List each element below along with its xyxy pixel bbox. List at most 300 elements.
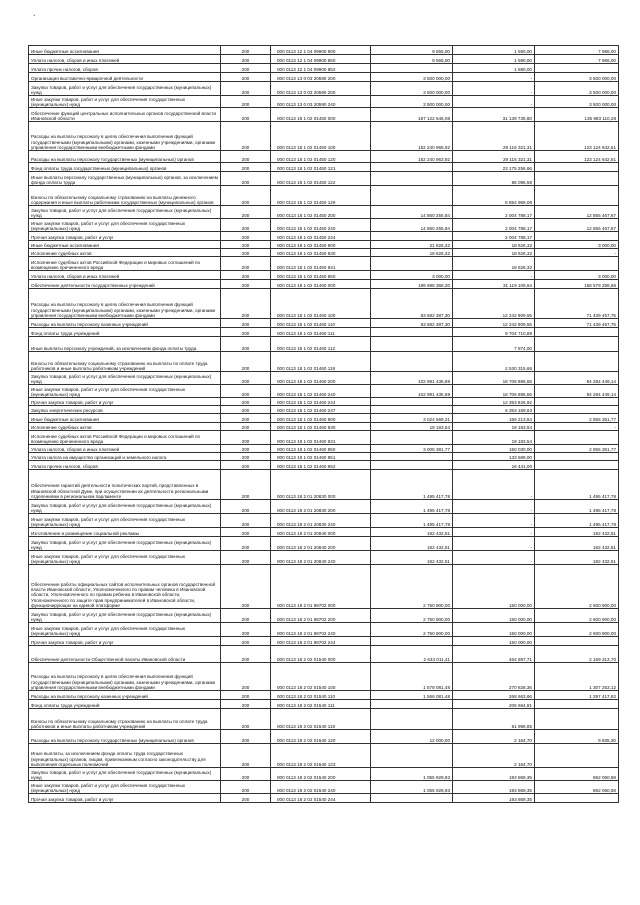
row-kbk: 000 0113 18 2 02 01540 100 <box>271 663 371 691</box>
row-unexecuted: - <box>535 249 619 257</box>
row-code: 200 <box>221 46 271 55</box>
table-row <box>29 96 619 108</box>
row-approved: 152 240 963,92 <box>371 151 453 163</box>
row-approved: 1 495 417,78 <box>371 500 453 514</box>
table-row <box>29 46 619 55</box>
row-unexecuted: 3 000,00 <box>535 241 619 249</box>
row-code: 200 <box>221 163 271 172</box>
table-row <box>29 82 619 96</box>
row-approved: 1 495 417,78 <box>371 470 453 500</box>
row-name: Расходы на выплаты персоналу в целях обеспечения выполнения функций государственными (муниципальными) органами, казенными учреждениями, органами управления государственными внебюджетными фондами <box>29 289 221 319</box>
row-unexecuted <box>535 352 619 372</box>
row-unexecuted <box>535 406 619 414</box>
row-name: Фонд оплаты труда государственных (муниципальных) органов <box>29 163 221 172</box>
table-row <box>29 414 619 423</box>
row-approved <box>371 328 453 337</box>
row-approved <box>371 64 453 73</box>
row-name: Уплата налога на имущество организаций и земельного налога <box>29 453 221 461</box>
row-name: Уплата налогов, сборов и иных платежей <box>29 271 221 280</box>
row-kbk: 000 0113 18 1 02 01450 121 <box>271 163 371 172</box>
table-row <box>29 445 619 453</box>
row-unexecuted: 7 965,00 <box>535 55 619 64</box>
row-name: Иные закупки товаров, работ и услуг для обеспечения государственных (муниципальных) нужд <box>29 385 221 398</box>
row-approved: 3 500 000,00 <box>371 73 453 82</box>
row-kbk: 000 0113 12 1 04 09900 850 <box>271 55 371 64</box>
row-name: Закупка энергетических ресурсов <box>29 406 221 414</box>
row-unexecuted: 12 855 467,67 <box>535 206 619 219</box>
row-executed: 61 998,85 <box>453 709 535 730</box>
row-kbk: 000 0113 18 2 02 01540 120 <box>271 730 371 744</box>
row-name: Иные закупки товаров, работ и услуг для обеспечения государственных (муниципальных) нужд <box>29 96 221 108</box>
row-name: Обеспечение функций центральных исполнительных органов государственной власти Ивановской области <box>29 108 221 122</box>
table-row <box>29 319 619 328</box>
row-unexecuted <box>535 257 619 271</box>
table-row <box>29 64 619 73</box>
row-executed: 193 869,35 <box>453 768 535 781</box>
row-code: 200 <box>221 232 271 241</box>
row-unexecuted: 1 307 253,12 <box>535 663 619 691</box>
row-unexecuted: 1 297 417,82 <box>535 691 619 700</box>
row-approved: 167 122 546,08 <box>371 108 453 122</box>
row-name: Закупка товаров, работ и услуг для обеспечения государственных (муниципальных) нужд <box>29 500 221 514</box>
row-kbk: 000 0113 12 1 04 09900 800 <box>271 46 371 55</box>
row-kbk: 000 0113 18 2 01 98702 240 <box>271 623 371 637</box>
row-kbk: 000 0113 18 1 02 01460 119 <box>271 352 371 372</box>
table-row <box>29 280 619 289</box>
row-name: Закупка товаров, работ и услуг для обеспечения государственных (муниципальных) нужд <box>29 206 221 219</box>
row-code: 200 <box>221 730 271 744</box>
row-kbk: 000 0113 18 1 02 01450 129 <box>271 186 371 206</box>
row-code: 200 <box>221 470 271 500</box>
row-executed: 29 116 321,31 <box>453 122 535 151</box>
row-kbk: 000 0113 18 1 02 01460 100 <box>271 289 371 319</box>
row-approved <box>371 794 453 803</box>
row-approved: 3 000,00 <box>371 271 453 280</box>
row-name: Уплата прочих налогов, сборов <box>29 461 221 470</box>
row-name: Закупка товаров, работ и услуг для обеспечения государственных (муниципальных) нужд <box>29 768 221 781</box>
row-name: Уплата прочих налогов, сборов <box>29 64 221 73</box>
row-code: 200 <box>221 453 271 461</box>
table-row <box>29 431 619 445</box>
row-unexecuted: 3 500 000,00 <box>535 82 619 96</box>
row-name: Закупка товаров, работ и услуг для обеспечения государственных (муниципальных) нужд <box>29 609 221 623</box>
row-code: 200 <box>221 257 271 271</box>
row-executed: 18 626,32 <box>453 257 535 271</box>
row-kbk: 000 0113 18 1 02 01450 122 <box>271 172 371 186</box>
row-name: Обеспечение деятельности государственных учреждений <box>29 280 221 289</box>
row-name: Расходы на выплаты персоналу в целях обеспечения выполнения функций государственными (муниципальными) органами, казенными учреждениями, органами управления государственными внебюджетными фондами <box>29 663 221 691</box>
row-kbk: 000 0113 18 1 02 01460 244 <box>271 398 371 406</box>
row-code: 200 <box>221 122 271 151</box>
row-code: 200 <box>221 623 271 637</box>
row-approved: 19 183,54 <box>371 423 453 431</box>
row-name: Иные закупки товаров, работ и услуг для обеспечения государственных (муниципальных) нужд <box>29 219 221 232</box>
row-unexecuted: 71 439 457,75 <box>535 319 619 328</box>
row-executed: - <box>453 73 535 82</box>
row-approved <box>371 709 453 730</box>
table-row <box>29 565 619 609</box>
table-row <box>29 794 619 803</box>
row-approved: 1 578 081,48 <box>371 663 453 691</box>
row-executed: - <box>453 537 535 551</box>
row-executed: 19 183,54 <box>453 423 535 431</box>
row-code: 200 <box>221 289 271 319</box>
row-executed: 464 697,71 <box>453 646 535 663</box>
table-row <box>29 551 619 565</box>
row-approved: 14 860 255,84 <box>371 219 453 232</box>
row-kbk: 000 0113 18 2 02 01540 000 <box>271 646 371 663</box>
row-executed: 9 704 710,89 <box>453 328 535 337</box>
table-row <box>29 663 619 691</box>
row-approved <box>371 637 453 646</box>
row-kbk: 000 0113 18 2 01 20840 200 <box>271 537 371 551</box>
row-name: Исполнение судебных актов Российской Федерации и мировых соглашений по возмещению причиненного вреда <box>29 257 221 271</box>
row-unexecuted <box>535 398 619 406</box>
table-row <box>29 470 619 500</box>
table-row <box>29 537 619 551</box>
row-code: 200 <box>221 406 271 414</box>
row-name: Иные бюджетные ассигнования <box>29 414 221 423</box>
row-unexecuted: 158 579 258,66 <box>535 280 619 289</box>
row-name: Иные выплаты персоналу государственных (муниципальных) органов, за исключением фонда оплаты труда <box>29 172 221 186</box>
row-name: Иные выплаты персоналу учреждений, за исключением фонда оплаты труда <box>29 337 221 352</box>
row-unexecuted: 71 439 457,75 <box>535 289 619 319</box>
row-approved: 21 626,32 <box>371 241 453 249</box>
table-row <box>29 768 619 781</box>
row-approved: 2 750 900,00 <box>371 609 453 623</box>
row-kbk: 000 0113 18 2 01 20830 200 <box>271 500 371 514</box>
row-code: 200 <box>221 709 271 730</box>
row-unexecuted: 135 983 110,28 <box>535 108 619 122</box>
row-unexecuted <box>535 163 619 172</box>
row-approved <box>371 744 453 768</box>
corner-mark: ` <box>33 14 36 23</box>
row-executed: 18 626,32 <box>453 249 535 257</box>
row-name: Обеспечение гарантий деятельности политических партий, представленных в Ивановской областной Думе, при осуществлении их деятельности региональными отделениями в региональном парламенте <box>29 470 221 500</box>
row-executed: - <box>453 500 535 514</box>
row-unexecuted: 182 432,61 <box>535 537 619 551</box>
row-kbk: 000 0113 18 1 02 01450 800 <box>271 241 371 249</box>
table-row <box>29 241 619 249</box>
row-name: Исполнение судебных актов <box>29 423 221 431</box>
row-kbk: 000 0113 18 1 02 01450 000 <box>271 108 371 122</box>
table-row <box>29 646 619 663</box>
row-kbk: 000 0113 18 1 02 01450 100 <box>271 122 371 151</box>
row-code: 200 <box>221 514 271 528</box>
row-approved: 12 000,00 <box>371 730 453 744</box>
row-approved <box>371 431 453 445</box>
row-name: Исполнение судебных актов <box>29 249 221 257</box>
row-name: Исполнение судебных актов Российской Федерации и мировых соглашений по возмещению причиненного вреда <box>29 431 221 445</box>
row-name: Изготовление и размещение социальной рекламы <box>29 528 221 537</box>
row-approved: 14 860 255,84 <box>371 206 453 219</box>
row-executed: 193 869,35 <box>453 781 535 794</box>
row-code: 200 <box>221 82 271 96</box>
row-executed: 2 164,70 <box>453 730 535 744</box>
row-unexecuted: 2 600 900,00 <box>535 623 619 637</box>
row-code: 200 <box>221 372 271 385</box>
row-executed: 150 030,00 <box>453 445 535 453</box>
row-executed: 2 004 788,17 <box>453 219 535 232</box>
row-code: 200 <box>221 64 271 73</box>
row-code: 200 <box>221 108 271 122</box>
row-approved: 189 698 368,30 <box>371 280 453 289</box>
row-unexecuted: - <box>535 423 619 431</box>
row-name: Прочая закупка товаров, работ и услуг <box>29 398 221 406</box>
table-row <box>29 163 619 172</box>
row-executed: 1 590,00 <box>453 64 535 73</box>
row-unexecuted <box>535 337 619 352</box>
row-kbk: 000 0113 18 2 02 01540 111 <box>271 700 371 709</box>
row-name: Взносы по обязательному социальному страхованию на выплаты по оплате труда работников и иные выплаты работникам учреждений <box>29 709 221 730</box>
row-approved: 3 500 000,00 <box>371 96 453 108</box>
row-executed: 12 353 826,92 <box>453 398 535 406</box>
row-unexecuted <box>535 461 619 470</box>
table-row <box>29 623 619 637</box>
row-code: 200 <box>221 637 271 646</box>
row-executed: 31 119 109,64 <box>453 280 535 289</box>
table-row <box>29 108 619 122</box>
row-code: 200 <box>221 646 271 663</box>
row-executed: - <box>453 528 535 537</box>
row-kbk: 000 0113 18 2 01 20840 000 <box>271 528 371 537</box>
row-name: Уплата налогов, сборов и иных платежей <box>29 445 221 453</box>
row-kbk: 000 0113 13 0 03 20590 200 <box>271 82 371 96</box>
row-unexecuted: 2 600 900,00 <box>535 609 619 623</box>
table-row <box>29 55 619 64</box>
row-name: Иные закупки товаров, работ и услуг для обеспечения государственных (муниципальных) нужд <box>29 514 221 528</box>
row-unexecuted: 3 000,00 <box>535 271 619 280</box>
table-row <box>29 709 619 730</box>
table-row <box>29 289 619 319</box>
row-unexecuted <box>535 637 619 646</box>
table-row <box>29 206 619 219</box>
row-approved: 3 024 569,31 <box>371 414 453 423</box>
row-unexecuted: 1 495 417,78 <box>535 500 619 514</box>
row-code: 200 <box>221 280 271 289</box>
row-kbk: 000 0113 12 1 04 09900 852 <box>271 64 371 73</box>
row-name: Организация выставочно-ярмарочной деятельности <box>29 73 221 82</box>
row-kbk: 000 0113 18 1 02 01450 240 <box>271 219 371 232</box>
row-kbk: 000 0113 18 1 02 01450 831 <box>271 257 371 271</box>
table-row <box>29 730 619 744</box>
row-approved <box>371 172 453 186</box>
table-row <box>29 249 619 257</box>
row-executed: - <box>453 514 535 528</box>
row-kbk: 000 0113 18 1 02 01460 000 <box>271 280 371 289</box>
row-executed: 150 000,00 <box>453 623 535 637</box>
table-row <box>29 122 619 151</box>
row-code: 200 <box>221 794 271 803</box>
row-kbk: 000 0113 13 0 03 20590 240 <box>271 96 371 108</box>
row-code: 200 <box>221 663 271 691</box>
table-row <box>29 453 619 461</box>
table-row <box>29 337 619 352</box>
row-unexecuted <box>535 431 619 445</box>
row-unexecuted <box>535 744 619 768</box>
row-kbk: 000 0113 18 1 02 01450 850 <box>271 271 371 280</box>
row-executed: 193 869,35 <box>453 794 535 803</box>
row-code: 200 <box>221 241 271 249</box>
row-kbk: 000 0113 18 2 01 98702 000 <box>271 565 371 609</box>
row-code: 200 <box>221 691 271 700</box>
row-name: Иные бюджетные ассигнования <box>29 46 221 55</box>
row-approved: 2 750 900,00 <box>371 565 453 609</box>
row-approved <box>371 352 453 372</box>
table-row <box>29 172 619 186</box>
row-executed: 150 000,00 <box>453 565 535 609</box>
row-executed: 268 663,66 <box>453 691 535 700</box>
row-approved: 102 991 435,69 <box>371 372 453 385</box>
row-approved: 9 555,00 <box>371 55 453 64</box>
row-approved: 2 750 900,00 <box>371 623 453 637</box>
row-code: 200 <box>221 398 271 406</box>
row-code: 200 <box>221 461 271 470</box>
row-approved <box>371 186 453 206</box>
row-unexecuted <box>535 709 619 730</box>
row-code: 200 <box>221 206 271 219</box>
row-approved <box>371 232 453 241</box>
row-kbk: 000 0113 18 1 02 01460 200 <box>271 372 371 385</box>
row-approved: 9 555,00 <box>371 46 453 55</box>
row-unexecuted: 2 855 351,77 <box>535 445 619 453</box>
row-approved: 83 682 387,30 <box>371 289 453 319</box>
row-approved: 182 432,61 <box>371 528 453 537</box>
row-code: 200 <box>221 328 271 337</box>
row-approved <box>371 453 453 461</box>
row-name: Расходы на выплаты персоналу в целях обеспечения выполнения функций государственными (муниципальными) органами, казенными учреждениями, органами управления государственными внебюджетными фондами <box>29 122 221 151</box>
row-approved: 102 991 435,69 <box>371 385 453 398</box>
row-kbk: 000 0113 18 1 02 01460 800 <box>271 414 371 423</box>
row-unexecuted: 2 169 313,70 <box>535 646 619 663</box>
row-code: 200 <box>221 551 271 565</box>
row-code: 200 <box>221 768 271 781</box>
row-name: Расходы на выплаты персоналу государственных (муниципальных) органов <box>29 730 221 744</box>
table-row <box>29 700 619 709</box>
row-kbk: 000 0113 18 1 02 01460 247 <box>271 406 371 414</box>
row-executed: - <box>453 551 535 565</box>
row-name: Прочая закупка товаров, работ и услуг <box>29 232 221 241</box>
row-unexecuted: 9 835,30 <box>535 730 619 744</box>
row-unexecuted: 2 600 900,00 <box>535 565 619 609</box>
row-executed: 206 664,81 <box>453 700 535 709</box>
row-name: Прочая закупка товаров, работ и услуг <box>29 637 221 646</box>
row-approved: 1 055 929,93 <box>371 768 453 781</box>
row-executed: 2 004 788,17 <box>453 232 535 241</box>
row-kbk: 000 0113 18 1 02 01460 110 <box>271 319 371 328</box>
row-executed: 150 000,00 <box>453 609 535 623</box>
row-code: 200 <box>221 73 271 82</box>
row-code: 200 <box>221 565 271 609</box>
row-approved: 3 500 000,00 <box>371 82 453 96</box>
row-kbk: 000 0113 18 2 02 01540 119 <box>271 709 371 730</box>
row-unexecuted <box>535 328 619 337</box>
row-name: Иные закупки товаров, работ и услуг для обеспечения государственных (муниципальных) нужд <box>29 781 221 794</box>
row-kbk: 000 0113 18 1 02 01450 830 <box>271 249 371 257</box>
row-name: Расходы на выплаты персоналу казенных учреждений <box>29 319 221 328</box>
row-executed: - <box>453 271 535 280</box>
table-body <box>29 46 619 803</box>
row-unexecuted <box>535 232 619 241</box>
row-executed: 86 095,58 <box>453 172 535 186</box>
row-executed: 31 139 735,80 <box>453 108 535 122</box>
table-row <box>29 328 619 337</box>
row-executed: 169 213,54 <box>453 414 535 423</box>
row-approved: 182 432,61 <box>371 551 453 565</box>
row-kbk: 000 0113 18 2 01 20830 240 <box>271 514 371 528</box>
table-row <box>29 609 619 623</box>
row-unexecuted: 84 284 449,14 <box>535 385 619 398</box>
table-row <box>29 528 619 537</box>
table-row <box>29 352 619 372</box>
row-name: Иные закупки товаров, работ и услуг для обеспечения государственных (муниципальных) нужд <box>29 551 221 565</box>
row-executed: 1 590,00 <box>453 46 535 55</box>
row-kbk: 000 0113 18 1 02 01460 850 <box>271 445 371 453</box>
table-row <box>29 744 619 768</box>
row-approved: 1 566 081,48 <box>371 691 453 700</box>
row-executed: 12 242 909,55 <box>453 289 535 319</box>
row-unexecuted: 7 965,00 <box>535 46 619 55</box>
row-unexecuted: 1 495 417,78 <box>535 514 619 528</box>
row-executed: 18 706 986,55 <box>453 372 535 385</box>
row-code: 200 <box>221 445 271 453</box>
row-kbk: 000 0113 18 1 02 01450 200 <box>271 206 371 219</box>
row-executed: 5 854 969,08 <box>453 186 535 206</box>
row-approved <box>371 337 453 352</box>
table-row <box>29 637 619 646</box>
row-kbk: 000 0113 18 2 01 20830 000 <box>271 470 371 500</box>
row-executed: 18 706 986,55 <box>453 385 535 398</box>
row-kbk: 000 0113 18 1 02 01460 851 <box>271 453 371 461</box>
row-kbk: 000 0113 18 2 02 01540 244 <box>271 794 371 803</box>
row-kbk: 000 0113 18 2 02 01540 240 <box>271 781 371 794</box>
row-unexecuted <box>535 794 619 803</box>
row-executed: 29 116 321,31 <box>453 151 535 163</box>
row-name: Иные бюджетные ассигнования <box>29 241 221 249</box>
row-executed: 7 874,00 <box>453 337 535 352</box>
row-unexecuted <box>535 453 619 461</box>
row-code: 200 <box>221 423 271 431</box>
row-code: 200 <box>221 609 271 623</box>
row-approved: 182 432,61 <box>371 537 453 551</box>
row-code: 200 <box>221 537 271 551</box>
row-code: 200 <box>221 172 271 186</box>
row-executed: 2 004 788,17 <box>453 206 535 219</box>
budget-table <box>28 45 619 803</box>
row-executed: 12 242 909,55 <box>453 319 535 328</box>
table-row <box>29 232 619 241</box>
row-executed: 133 589,00 <box>453 453 535 461</box>
row-kbk: 000 0113 18 1 02 01460 830 <box>271 423 371 431</box>
row-approved: 1 055 929,93 <box>371 781 453 794</box>
row-kbk: 000 0113 18 1 02 01450 120 <box>271 151 371 163</box>
row-executed: 18 626,32 <box>453 241 535 249</box>
row-name: Иные закупки товаров, работ и услуг для обеспечения государственных (муниципальных) нужд <box>29 623 221 637</box>
row-approved <box>371 461 453 470</box>
row-code: 200 <box>221 781 271 794</box>
table-row <box>29 257 619 271</box>
row-approved <box>371 398 453 406</box>
row-kbk: 000 0113 18 1 02 01460 112 <box>271 337 371 352</box>
table-row <box>29 271 619 280</box>
row-unexecuted: 862 060,58 <box>535 768 619 781</box>
row-executed: - <box>453 96 535 108</box>
table-row <box>29 781 619 794</box>
row-code: 200 <box>221 700 271 709</box>
row-kbk: 000 0113 18 2 02 01540 123 <box>271 744 371 768</box>
row-code: 200 <box>221 271 271 280</box>
row-name: Расходы на выплаты персоналу государственных (муниципальных) органов <box>29 151 221 163</box>
